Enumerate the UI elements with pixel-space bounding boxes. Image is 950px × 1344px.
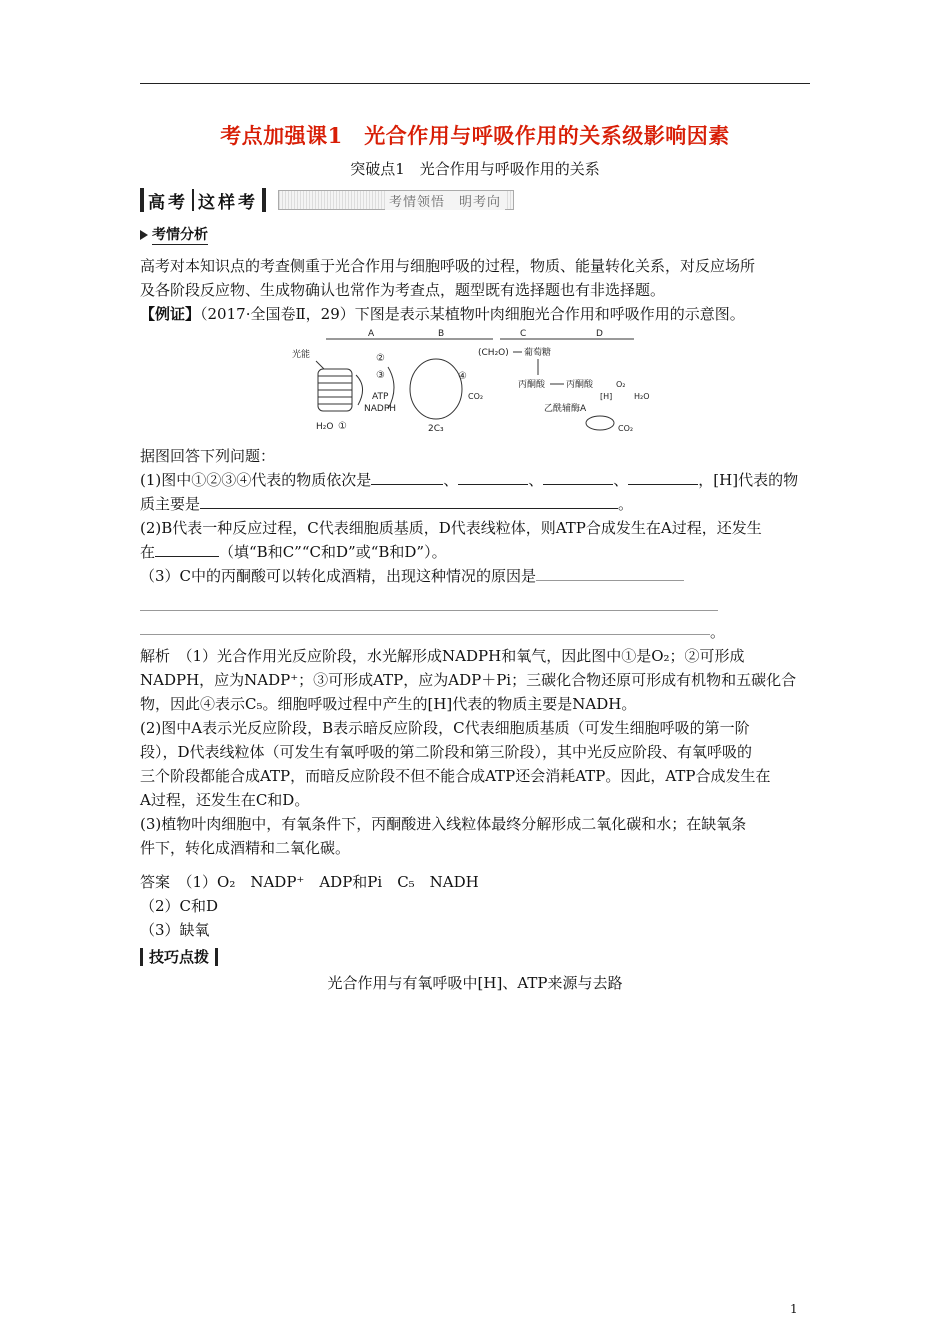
cycle-arrow [388, 367, 394, 409]
analysis-line: 解析 （1）光合作用光反应阶段，水光解形成NADPH和氧气，因此图中①是O₂；②可形成 [140, 647, 745, 665]
analysis-line: (2)图中A表示光反应阶段，B表示暗反应阶段，C代表细胞质基质（可发生细胞呼吸的第一阶 [140, 719, 750, 737]
pyruvate-label-1: 丙酮酸 [518, 380, 546, 390]
question-2-text-b: 在 [140, 543, 156, 561]
question-2-text-c: （填“B和C”“C和D”或“B和D”）。 [219, 543, 447, 561]
question-3-line [140, 564, 812, 588]
answer-line[interactable] [140, 610, 718, 611]
question-2-line-1: (2)B代表一种反应过程，C代表细胞质基质，D代表线粒体，则ATP合成发生在A过程，还发生 [140, 519, 762, 537]
answer-line: （3）缺氧 [140, 921, 210, 939]
question-3-text: （3）C中的丙酮酸可以转化成酒精，出现这种情况的原因是 [140, 567, 537, 585]
intro-line: 及各阶段反应物、生成物确认也常作为考查点，题型既有选择题也有非选择题。 [140, 281, 666, 299]
answer-line: （2）C和D [140, 897, 219, 915]
question-1-line-2 [140, 492, 812, 516]
separator: 、 [443, 471, 459, 489]
skill-heading [140, 946, 224, 967]
analysis-line: A过程，还发生在C和D。 [140, 791, 310, 809]
banner-tag-strip [278, 190, 514, 210]
c3-label: 2C₃ [428, 424, 444, 434]
analysis-line: NADPH，应为NADP⁺；③可形成ATP，应为ADP＋Pi；三碳化合物还原可形成有机物和五碳化合 [140, 671, 797, 689]
answer-blank-1[interactable] [371, 470, 443, 485]
banner-bar [140, 188, 144, 212]
label-c: C [520, 329, 527, 339]
answer-line: 答案 （1）O₂ NADP⁺ ADP和Pi C₅ NADH [140, 873, 479, 891]
label-2: ② [376, 353, 385, 364]
ch2o-label: (CH₂O) [478, 348, 509, 358]
nadph-label: NADPH [364, 404, 397, 414]
pyruvate-label-2: 丙酮酸 [566, 380, 594, 390]
separator: 、 [528, 471, 544, 489]
analysis-line: 段），D代表线粒体（可发生有氧呼吸的第二阶段和第三阶段），其中光反应阶段、有氧呼吸的 [140, 743, 753, 761]
period: 。 [710, 623, 726, 641]
question-1-text: (1)图中①②③④代表的物质依次是 [140, 471, 372, 489]
label-3: ③ [376, 370, 385, 381]
page-title: 考点加强课1 光合作用与呼吸作用的关系级影响因素 [220, 123, 730, 148]
label-b: B [438, 329, 445, 339]
analysis-line: 三个阶段都能合成ATP，而暗反应阶段不但不能合成ATP还会消耗ATP。因此，ATP合成发生在 [140, 767, 771, 785]
analysis-line: 物，因此④表示C₅。细胞呼吸过程中产生的[H]代表的物质主要是NADH。 [140, 695, 637, 713]
answer-blank-3[interactable] [543, 470, 613, 485]
label-d: D [596, 329, 603, 339]
analysis-line: 件下，转化成酒精和二氧化碳。 [140, 839, 351, 857]
skill-bar [140, 948, 143, 966]
analysis-line: (3)植物叶肉细胞中，有氧条件下，丙酮酸进入线粒体最终分解形成二氧化碳和水；在缺氧条 [140, 815, 747, 833]
header-rule [140, 83, 810, 84]
separator: 、 [613, 471, 629, 489]
banner-bar-end [262, 188, 266, 212]
co2-label-2: CO₂ [618, 424, 634, 433]
glucose-label: 葡萄糖 [524, 348, 552, 358]
cycle-arrow [356, 375, 363, 405]
acetyl-coa-label: 乙酰辅酶A [544, 404, 587, 414]
answers-block [140, 870, 812, 942]
label-a: A [368, 329, 375, 339]
page-subtitle: 突破点1 光合作用与呼吸作用的关系 [350, 160, 600, 178]
water-label: H₂O [316, 422, 334, 432]
intro-paragraph [140, 254, 812, 302]
analysis-block [140, 644, 812, 860]
krebs-cycle [586, 416, 614, 430]
analysis-heading-text: 考情分析 [152, 224, 208, 245]
intro-line: 高考对本知识点的考查侧重于光合作用与细胞呼吸的过程，物质、能量转化关系，对反应场所 [140, 257, 756, 275]
banner-tag: 考情领悟 明考向 [385, 191, 505, 210]
skill-bar-end [215, 948, 218, 966]
example-text: （2017·全国卷Ⅱ，29）下图是表示某植物叶肉细胞光合作用和呼吸作用的示意图。 [200, 305, 745, 323]
analysis-heading [140, 224, 208, 245]
example-line [140, 302, 812, 326]
banner-part2: 这样考 [198, 192, 258, 213]
triangle-icon [140, 230, 148, 240]
question-1-text-c: 质主要是 [140, 495, 201, 513]
light-energy-label: 光能 [292, 350, 311, 360]
answer-blank-7[interactable] [536, 566, 684, 581]
banner-part1: 高考 [148, 192, 188, 213]
h-label: [H] [600, 392, 613, 401]
questions-block [140, 444, 812, 588]
skill-title: 光合作用与有氧呼吸中[H]、ATP来源与去路 [327, 974, 623, 992]
answer-blank-2[interactable] [458, 470, 528, 485]
answer-blank-4[interactable] [628, 470, 698, 485]
answer-blank-6[interactable] [155, 542, 219, 557]
period: 。 [618, 495, 634, 513]
question-2-line-2 [140, 540, 812, 564]
thylakoid-stack [318, 369, 352, 411]
question-1-line-1 [140, 468, 812, 492]
skill-heading-text: 技巧点拨 [149, 948, 210, 966]
questions-intro: 据图回答下列问题： [140, 447, 276, 465]
answer-blank-5[interactable] [200, 494, 618, 509]
co2-label: CO₂ [468, 392, 484, 401]
banner-separator [192, 189, 194, 211]
answer-line[interactable] [140, 634, 710, 635]
label-4: ④ [458, 371, 467, 382]
page-number: 1 [790, 1302, 798, 1316]
atp-label: ATP [372, 392, 389, 402]
photosynthesis-respiration-diagram [288, 327, 668, 437]
section-banner [140, 186, 514, 214]
example-label: 【例证】 [140, 305, 201, 323]
question-1-text-b: ，[H]代表的物 [698, 471, 799, 489]
o2-label: O₂ [616, 380, 626, 389]
calvin-cycle [410, 359, 462, 419]
label-1: ① [338, 421, 347, 432]
h2o-label-2: H₂O [634, 392, 650, 401]
